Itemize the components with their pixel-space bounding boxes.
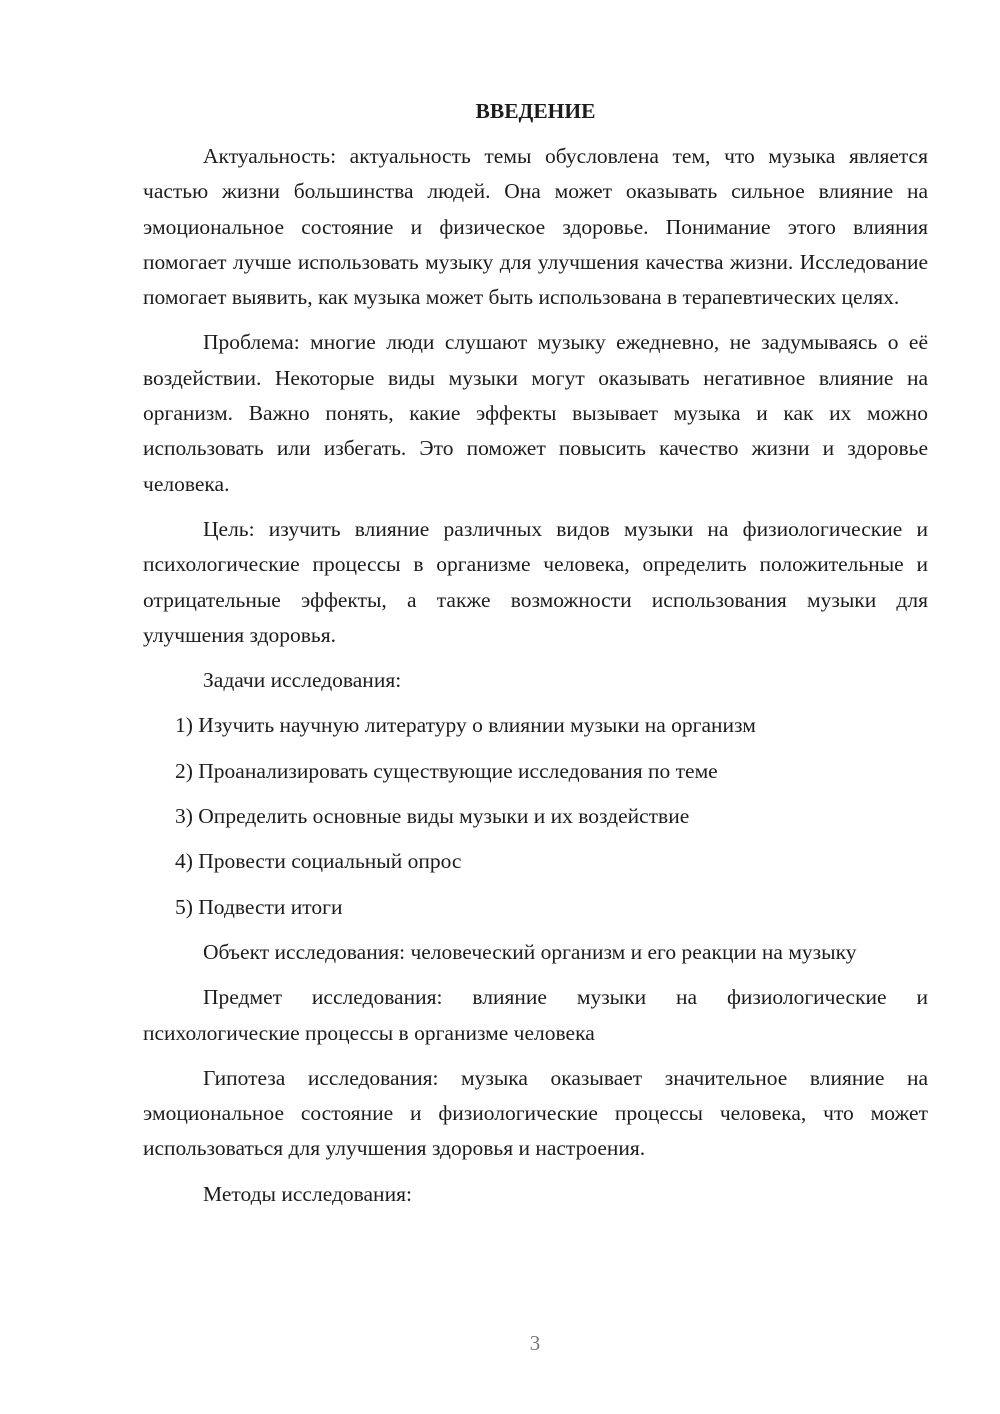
- task-item: 3) Определить основные виды музыки и их воздействие: [175, 804, 690, 829]
- tasks-list: [143, 708, 928, 924]
- tasks-heading: Задачи исследования:: [203, 668, 402, 693]
- page-content: [143, 94, 928, 1222]
- page-number: 3: [529, 1331, 541, 1355]
- paragraph-hypothesis: Гипотеза исследования: музыка оказывает значительное влияние на эмоциональное состояние и физиологические процессы человека, что может использоваться для улучшения здоровья и настроения.: [143, 1065, 928, 1161]
- paragraph-object: Объект исследования: человеческий организм и его реакции на музыку: [203, 939, 857, 964]
- paragraph-subject: Предмет исследования: влияние музыки на физиологические и психологические процессы в организме человека: [143, 985, 928, 1045]
- page-title: ВВЕДЕНИЕ: [475, 99, 596, 123]
- paragraph-problem: Проблема: многие люди слушают музыку ежедневно, не задумываясь о её воздействии. Некоторые виды музыки могут оказывать негативное влияние на организм. Важно понять, какие эффекты вызывает музыка и как их можно использовать или избегать. Это поможет повысить качество жизни и здоровье человека.: [143, 330, 928, 496]
- methods-heading: Методы исследования:: [203, 1181, 412, 1206]
- task-item: 4) Провести социальный опрос: [175, 849, 462, 874]
- task-item: 1) Изучить научную литературу о влиянии музыки на организм: [175, 713, 756, 738]
- task-item: 5) Подвести итоги: [175, 894, 343, 919]
- task-item: 2) Проанализировать существующие исследования по теме: [175, 758, 718, 783]
- paragraph-goal: Цель: изучить влияние различных видов музыки на физиологические и психологические процессы в организме человека, определить положительные и отрицательные эффекты, а также возможности использования музыки для улучшения здоровья.: [143, 516, 928, 647]
- paragraph-relevance: Актуальность: актуальность темы обусловлена тем, что музыка является частью жизни большинства людей. Она может оказывать сильное влияние на эмоциональное состояние и физическое здоровье. Понимание этого влияния помогает лучше использовать музыку для улучшения качества жизни. Исследование помогает выявить, как музыка может быть использована в терапевтических целях.: [143, 144, 928, 310]
